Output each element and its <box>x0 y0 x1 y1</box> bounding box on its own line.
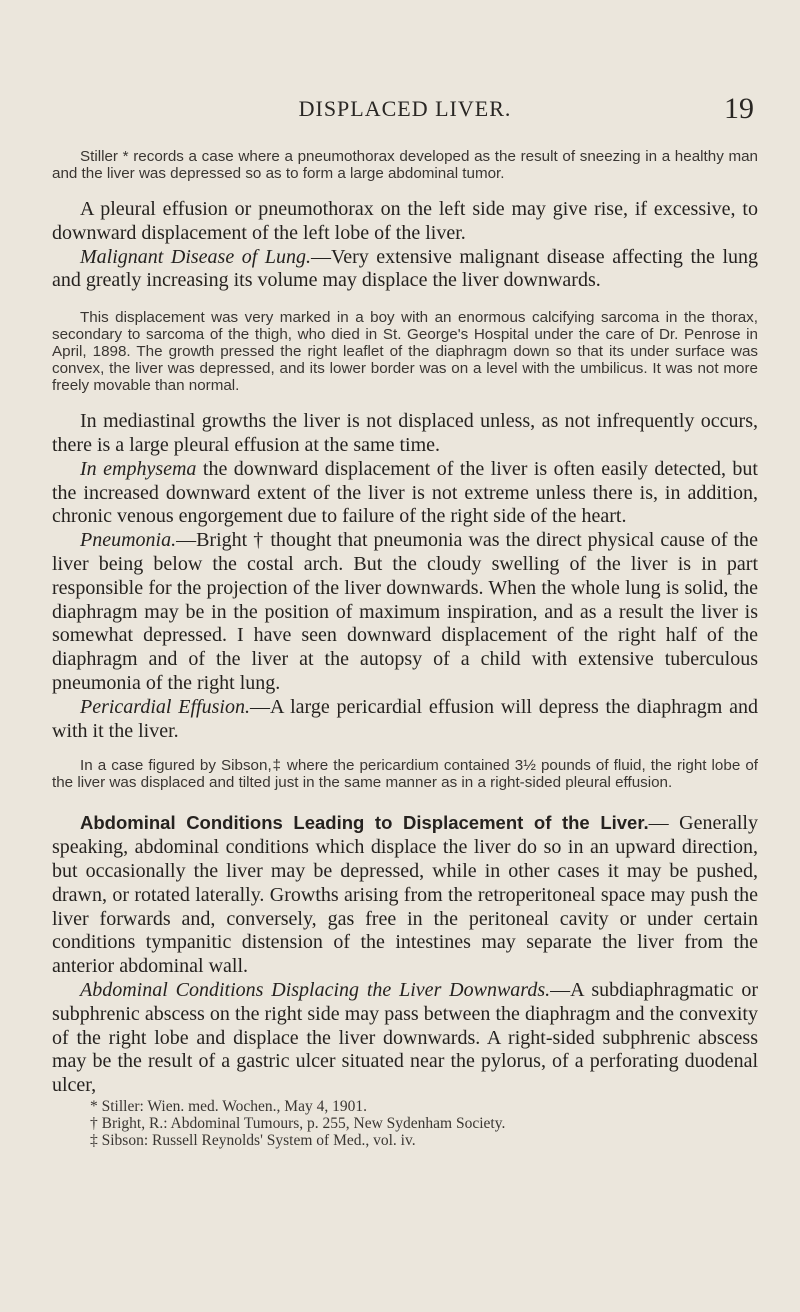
footnotes <box>52 1098 758 1149</box>
run-in-heading: Pericardial Effusion. <box>80 695 250 718</box>
page-number: 19 <box>724 92 754 125</box>
run-in-heading: Abdominal Conditions Displacing the Liver Downwards. <box>80 978 551 1001</box>
paragraph-emphysema <box>52 458 758 529</box>
footnote-sibson: ‡ Sibson: Russell Reynolds' System of Med., vol. iv. <box>90 1131 416 1149</box>
paragraph-sibson-case: In a case figured by Sibson,‡ where the pericardium contained 3½ pounds of fluid, the right lobe of the liver was displaced and tilted just in the same manner as in a right-sided pleural effusion. <box>52 757 758 792</box>
paragraph-pneumonia <box>52 529 758 696</box>
running-head-title: DISPLACED LIVER. <box>298 96 512 121</box>
paragraph-pleural-effusion: A pleural effusion or pneumothorax on the left side may give rise, if excessive, to downward displacement of the left lobe of the liver. <box>52 198 758 244</box>
footnote-stiller: * Stiller: Wien. med. Wochen., May 4, 1901. <box>90 1097 367 1115</box>
run-in-heading: Malignant Disease of Lung. <box>80 245 311 268</box>
footnote-bright: † Bright, R.: Abdominal Tumours, p. 255, New Sydenham Society. <box>90 1114 506 1132</box>
paragraph-text: —A subdiaphragmatic or subphrenic abscess on the right side may pass between the diaphragm and the convexity of the right lobe and displace the liver downwards. A right-sided subphrenic abscess may be the result of a gastric ulcer situated near the pylorus, of a perforating duodenal ulcer, <box>52 978 758 1097</box>
paragraph-text: —A large pericardial effusion will depress the diaphragm and with it the liver. <box>52 695 758 742</box>
paragraph-text: —Very extensive malignant disease affecting the lung and greatly increasing its volume may displace the liver downwards. <box>52 245 758 292</box>
run-in-heading: Pneumonia. <box>80 529 177 552</box>
paragraph-abdominal-conditions <box>52 811 758 979</box>
paragraph-text: —Bright † thought that pneumonia was the direct physical cause of the liver being below the costal arch. But the cloudy swelling of the liver is in part responsible for the projection of the liver downwards. When the whole lung is solid, the diaphragm may be in the position of maximum inspiration, and as a result the liver is somewhat depressed. I have seen downward displacement of the right half of the diaphragm and of the liver at the autopsy of a child with extensive tuberculous pneumonia of the right lung. <box>52 529 758 694</box>
paragraph-text: the downward displacement of the liver is often easily detected, but the increased downward extent of the liver is not extreme unless there is, in addition, chronic venous engorgement due to failure of the right side of the heart. <box>52 457 758 528</box>
paragraph-sarcoma-case: This displacement was very marked in a boy with an enormous calcifying sarcoma in the thorax, secondary to sarcoma of the thigh, who died in St. George's Hospital under the care of Dr. Penrose in April, 1898. The growth pressed the right leaflet of the diaphragm down so that its under surface was convex, the liver was depressed, and its lower border was on a level with the umbilicus. It was not more freely movable than normal. <box>52 309 758 395</box>
section-heading: Abdominal Conditions Leading to Displacement of the Liver. <box>80 812 649 834</box>
run-in-heading: In emphysema <box>80 457 197 480</box>
paragraph-stiller-case: Stiller * records a case where a pneumothorax developed as the result of sneezing in a healthy man and the liver was depressed so as to form a large abdominal tumor. <box>52 148 758 182</box>
paragraph-pericardial-effusion <box>52 696 758 744</box>
page-body <box>52 148 758 1149</box>
paragraph-malignant-disease <box>52 246 758 294</box>
paragraph-subphrenic-abscess <box>52 979 758 1098</box>
running-head <box>52 92 758 126</box>
paragraph-text: — Generally speaking, abdominal conditions which displace the liver do so in an upward direction, but occasionally the liver may be depressed, while in other cases it may be pushed, drawn, or rotated laterally. Growths arising from the retroperitoneal space may push the liver forwards and, conversely, gas free in the peritoneal cavity or under certain conditions tympanitic distension of the intestines may separate the liver from the anterior abdominal wall. <box>52 812 758 978</box>
paragraph-mediastinal-growths: In mediastinal growths the liver is not displaced unless, as not infrequently occurs, there is a large pleural effusion at the same time. <box>52 410 758 456</box>
